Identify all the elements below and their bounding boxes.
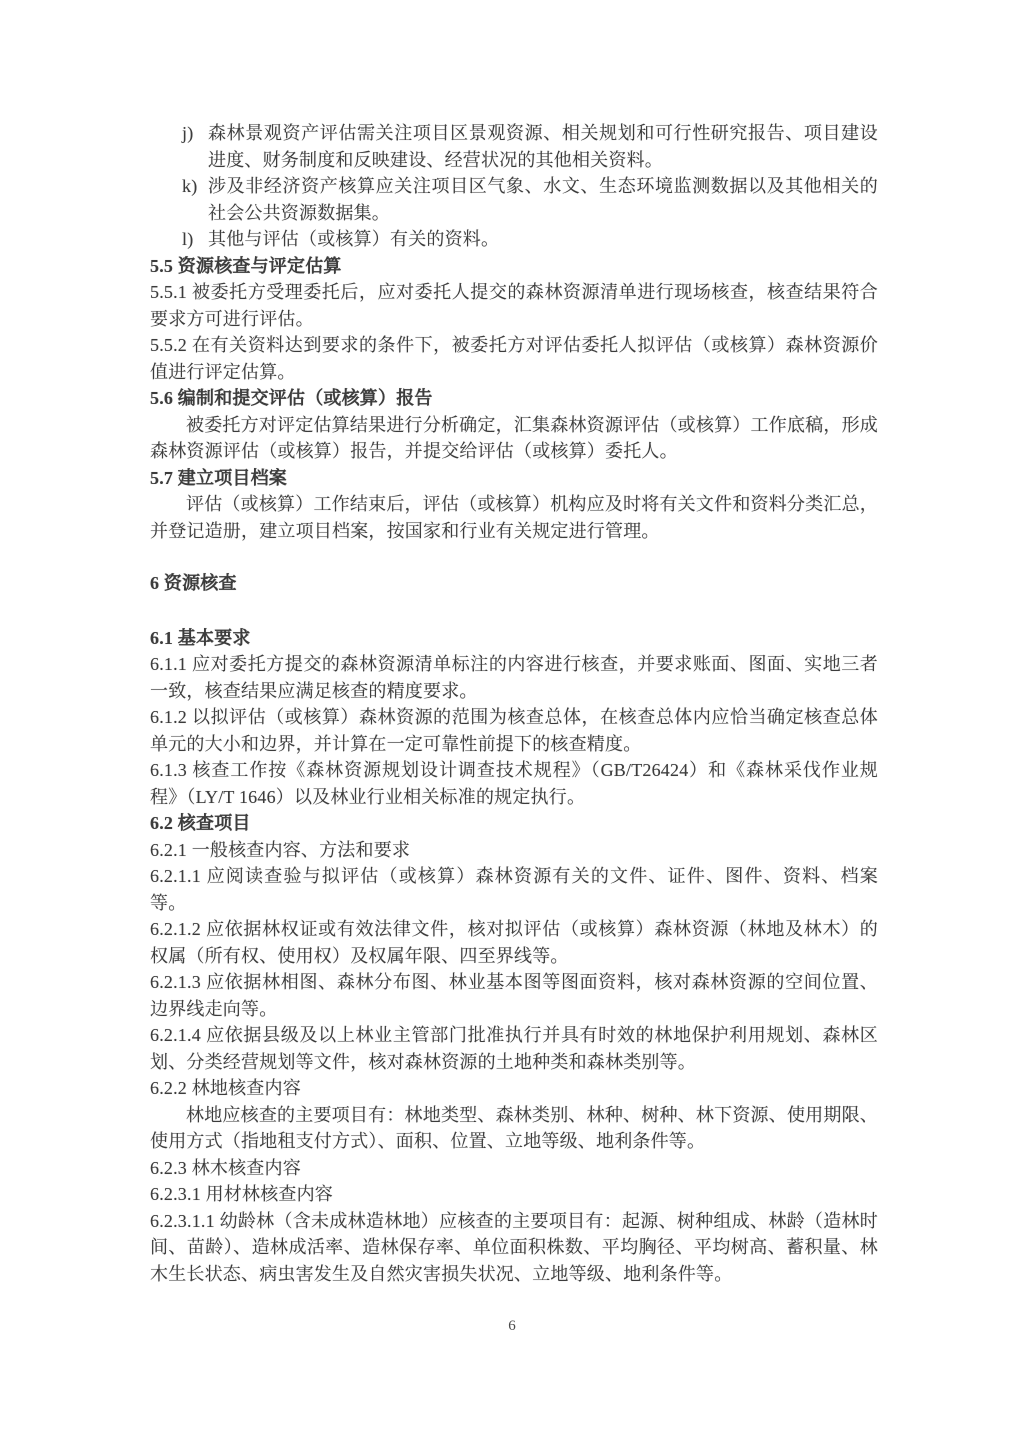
section-heading: 5.7 建立项目档案 xyxy=(150,467,287,488)
page-number: 6 xyxy=(508,1318,516,1334)
paragraph: 6.1.3 核查工作按《森林资源规划设计调查技术规程》（GB/T26424）和《森林采伐作业规程》（LY/T 1646）以及林业行业相关标准的规定执行。 xyxy=(150,760,878,807)
paragraph: 5.5.2 在有关资料达到要求的条件下，被委托方对评估委托人拟评估（或核算）森林资源价值进行评定估算。 xyxy=(150,335,878,382)
section-heading: 6.2 核查项目 xyxy=(150,813,251,833)
page-footer xyxy=(0,1318,1024,1335)
section-heading: 5.5 资源核查与评定估算 xyxy=(150,255,342,276)
paragraph: 被委托方对评定估算结果进行分析确定，汇集森林资源评估（或核算）工作底稿，形成森林资源评估（或核算）报告，并提交给评估（或核算）委托人。 xyxy=(150,414,878,461)
paragraph: 6.2.1 一般核查内容、方法和要求 xyxy=(150,839,411,860)
list-item xyxy=(150,173,878,226)
paragraph: 5.5.1 被委托方受理委托后，应对委托人提交的森林资源清单进行现场核查，核查结果符合要求方可进行评估。 xyxy=(150,282,878,329)
document-content xyxy=(150,120,878,1287)
list-item xyxy=(150,120,878,173)
paragraph: 6.2.3.1 用材林核查内容 xyxy=(150,1184,333,1204)
list-item-text: 其他与评估（或核算）有关的资料。 xyxy=(208,229,500,249)
paragraph: 6.2.1.2 应依据林权证或有效法律文件，核对拟评估（或核算）森林资源（林地及林木）的权属（所有权、使用权）及权属年限、四至界线等。 xyxy=(150,919,878,966)
chapter-heading: 6 资源核查 xyxy=(150,573,237,593)
paragraph: 6.2.3.1.1 幼龄林（含未成林造林地）应核查的主要项目有：起源、树种组成、林龄（造林时间、苗龄）、造林成活率、造林保存率、单位面积株数、平均胸径、平均树高、蓄积量、林木生长状态、病虫害发生及自然灾害损失状况、立地等级、地利条件等。 xyxy=(150,1210,878,1284)
list-item-text: 森林景观资产评估需关注项目区景观资源、相关规划和可行性研究报告、项目建设进度、财务制度和反映建设、经营状况的其他相关资料。 xyxy=(208,123,878,170)
section-heading: 5.6 编制和提交评估（或核算）报告 xyxy=(150,388,433,408)
list-item-marker: j) xyxy=(182,123,194,143)
paragraph: 6.2.1.4 应依据县级及以上林业主管部门批准执行并具有时效的林地保护利用规划、森林区划、分类经营规划等文件，核对森林资源的土地种类和森林类别等。 xyxy=(150,1025,878,1072)
paragraph: 6.2.3 林木核查内容 xyxy=(150,1157,301,1178)
paragraph: 6.2.2 林地核查内容 xyxy=(150,1078,301,1098)
section-heading: 6.1 基本要求 xyxy=(150,627,251,648)
list-item xyxy=(150,226,878,253)
paragraph: 6.2.1.3 应依据林相图、森林分布图、林业基本图等图面资料，核对森林资源的空间位置、边界线走向等。 xyxy=(150,972,878,1019)
paragraph: 6.1.1 应对委托方提交的森林资源清单标注的内容进行核查，并要求账面、图面、实地三者一致，核查结果应满足核查的精度要求。 xyxy=(150,654,878,701)
paragraph: 林地应核查的主要项目有：林地类型、森林类别、林种、树种、林下资源、使用期限、使用方式（指地租支付方式）、面积、位置、立地等级、地利条件等。 xyxy=(150,1104,878,1151)
paragraph: 6.1.2 以拟评估（或核算）森林资源的范围为核查总体，在核查总体内应恰当确定核查总体单元的大小和边界，并计算在一定可靠性前提下的核查精度。 xyxy=(150,707,878,754)
paragraph: 6.2.1.1 应阅读查验与拟评估（或核算）森林资源有关的文件、证件、图件、资料、档案等。 xyxy=(150,866,878,913)
list-item-text: 涉及非经济资产核算应关注项目区气象、水文、生态环境监测数据以及其他相关的社会公共资源数据集。 xyxy=(208,176,878,223)
paragraph: 评估（或核算）工作结束后，评估（或核算）机构应及时将有关文件和资料分类汇总，并登记造册，建立项目档案，按国家和行业有关规定进行管理。 xyxy=(150,494,878,541)
list-item-marker: k) xyxy=(182,176,198,196)
list-item-marker: l) xyxy=(182,229,194,249)
